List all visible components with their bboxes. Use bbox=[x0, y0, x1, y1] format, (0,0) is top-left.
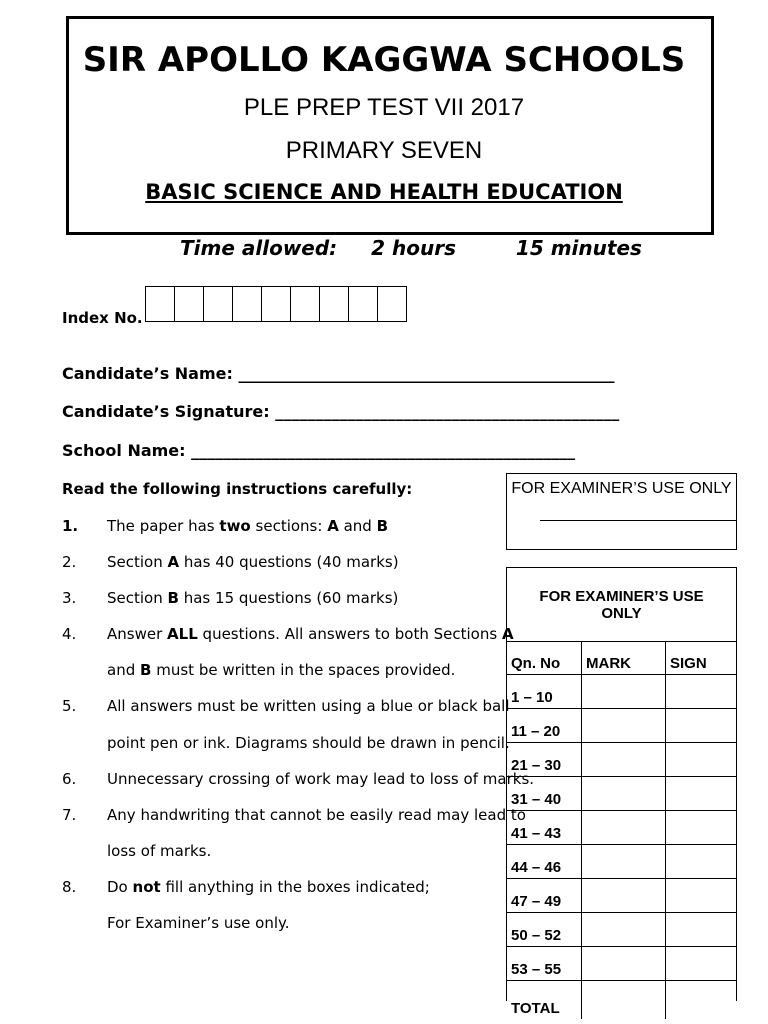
table-row bbox=[507, 743, 736, 777]
table-row bbox=[507, 947, 736, 981]
instruction-number: 3. bbox=[62, 589, 77, 607]
instruction-number: 6. bbox=[62, 770, 77, 788]
table-row bbox=[507, 879, 736, 913]
sign-cell[interactable] bbox=[666, 947, 737, 981]
index-box[interactable] bbox=[262, 286, 291, 322]
instruction-number: 5. bbox=[62, 697, 77, 715]
mark-cell[interactable] bbox=[582, 675, 666, 709]
instructions-title: Read the following instructions carefully: bbox=[62, 480, 413, 498]
row-question-range: 21 – 30 bbox=[507, 743, 582, 777]
instruction-line bbox=[62, 625, 514, 647]
examiner-box-top bbox=[506, 473, 737, 550]
index-box[interactable] bbox=[146, 286, 175, 322]
instruction-number: 7. bbox=[62, 806, 77, 824]
instruction-line bbox=[62, 697, 510, 719]
table-row bbox=[507, 913, 736, 947]
col-sign: SIGN bbox=[666, 642, 737, 675]
row-question-range: 50 – 52 bbox=[507, 913, 582, 947]
examiner-box-title: FOR EXAMINER’S USE ONLY bbox=[511, 480, 732, 497]
mark-cell[interactable] bbox=[582, 811, 666, 845]
mark-cell[interactable] bbox=[582, 947, 666, 981]
table-row bbox=[507, 811, 736, 845]
row-question-range: 11 – 20 bbox=[507, 709, 582, 743]
table-row bbox=[507, 709, 736, 743]
school-name-field[interactable]: School Name: ________________________________________________ bbox=[62, 441, 576, 460]
instruction-text: Any handwriting that cannot be easily read may lead to bbox=[107, 806, 526, 824]
sign-cell[interactable] bbox=[666, 777, 737, 811]
marks-table bbox=[507, 642, 736, 1019]
instruction-text: and B must be written in the spaces provided. bbox=[107, 661, 456, 679]
index-box[interactable] bbox=[349, 286, 378, 322]
subject-title: BASIC SCIENCE AND HEALTH EDUCATION bbox=[145, 180, 623, 204]
index-box[interactable] bbox=[378, 286, 407, 322]
instruction-number: 4. bbox=[62, 625, 77, 643]
time-label: Time allowed: bbox=[180, 236, 338, 260]
mark-cell[interactable] bbox=[582, 845, 666, 879]
sign-cell[interactable] bbox=[666, 981, 737, 1020]
sign-cell[interactable] bbox=[666, 913, 737, 947]
instruction-number: 1. bbox=[62, 517, 79, 535]
row-question-range: 31 – 40 bbox=[507, 777, 582, 811]
instruction-line bbox=[62, 517, 506, 539]
instruction-number: 8. bbox=[62, 878, 77, 896]
table-row bbox=[507, 845, 736, 879]
examiner-marks-title: FOR EXAMINER’S USE ONLY bbox=[507, 568, 736, 642]
instruction-line bbox=[62, 770, 535, 792]
instruction-text: Do not fill anything in the boxes indicated; bbox=[107, 878, 430, 896]
school-name: SIR APOLLO KAGGWA SCHOOLS bbox=[82, 40, 686, 80]
candidate-signature-field[interactable]: Candidate’s Signature: ___________________________________________ bbox=[62, 402, 620, 421]
col-qn-no: Qn. No bbox=[507, 642, 582, 675]
row-question-range: 44 – 46 bbox=[507, 845, 582, 879]
time-hours: 2 hours bbox=[371, 236, 456, 260]
mark-cell[interactable] bbox=[582, 913, 666, 947]
examiner-marks-box bbox=[506, 567, 737, 1017]
instruction-text: The paper has two sections: A and B bbox=[107, 517, 389, 535]
instruction-text: Section A has 40 questions (40 marks) bbox=[107, 553, 399, 571]
row-question-range: 47 – 49 bbox=[507, 879, 582, 913]
instruction-text: loss of marks. bbox=[107, 842, 212, 860]
examiner-signature-line[interactable] bbox=[540, 520, 736, 521]
table-row bbox=[507, 777, 736, 811]
instruction-line bbox=[62, 661, 506, 683]
sign-cell[interactable] bbox=[666, 811, 737, 845]
candidate-name-field[interactable]: Candidate’s Name: _______________________________________________ bbox=[62, 364, 615, 383]
instruction-line bbox=[62, 806, 526, 828]
instruction-line bbox=[62, 914, 506, 936]
index-box[interactable] bbox=[291, 286, 320, 322]
sign-cell[interactable] bbox=[666, 675, 737, 709]
mark-cell[interactable] bbox=[582, 709, 666, 743]
col-mark: MARK bbox=[582, 642, 666, 675]
sign-cell[interactable] bbox=[666, 743, 737, 777]
instruction-line bbox=[62, 734, 510, 756]
index-box[interactable] bbox=[175, 286, 204, 322]
row-question-range: 53 – 55 bbox=[507, 947, 582, 981]
table-row bbox=[507, 675, 736, 709]
instruction-line bbox=[62, 842, 506, 864]
mark-cell[interactable] bbox=[582, 743, 666, 777]
instruction-text: Section B has 15 questions (60 marks) bbox=[107, 589, 399, 607]
instruction-text: Answer ALL questions. All answers to both Sections A bbox=[107, 625, 514, 643]
index-box[interactable] bbox=[320, 286, 349, 322]
instruction-text: Unnecessary crossing of work may lead to loss of marks. bbox=[107, 770, 535, 788]
index-box[interactable] bbox=[233, 286, 262, 322]
instruction-text: point pen or ink. Diagrams should be drawn in pencil. bbox=[107, 734, 510, 752]
index-number-boxes[interactable] bbox=[145, 286, 407, 322]
mark-cell[interactable] bbox=[582, 879, 666, 913]
instruction-text: All answers must be written using a blue or black ball bbox=[107, 697, 510, 715]
sign-cell[interactable] bbox=[666, 709, 737, 743]
table-row bbox=[507, 981, 736, 1020]
marks-table-header bbox=[507, 642, 736, 675]
row-question-range: 41 – 43 bbox=[507, 811, 582, 845]
class-title: PRIMARY SEVEN bbox=[285, 137, 483, 164]
index-box[interactable] bbox=[204, 286, 233, 322]
row-question-range: TOTAL bbox=[507, 981, 582, 1020]
sign-cell[interactable] bbox=[666, 879, 737, 913]
time-minutes: 15 minutes bbox=[515, 236, 642, 260]
mark-cell[interactable] bbox=[582, 981, 666, 1020]
instruction-line bbox=[62, 553, 506, 575]
mark-cell[interactable] bbox=[582, 777, 666, 811]
instruction-text: For Examiner’s use only. bbox=[107, 914, 290, 932]
instruction-number: 2. bbox=[62, 553, 77, 571]
test-title: PLE PREP TEST VII 2017 bbox=[243, 94, 525, 121]
row-question-range: 1 – 10 bbox=[507, 675, 582, 709]
time-allowed bbox=[180, 236, 642, 260]
index-label: Index No. bbox=[62, 309, 143, 327]
instruction-line bbox=[62, 589, 506, 611]
sign-cell[interactable] bbox=[666, 845, 737, 879]
instruction-line bbox=[62, 878, 506, 900]
